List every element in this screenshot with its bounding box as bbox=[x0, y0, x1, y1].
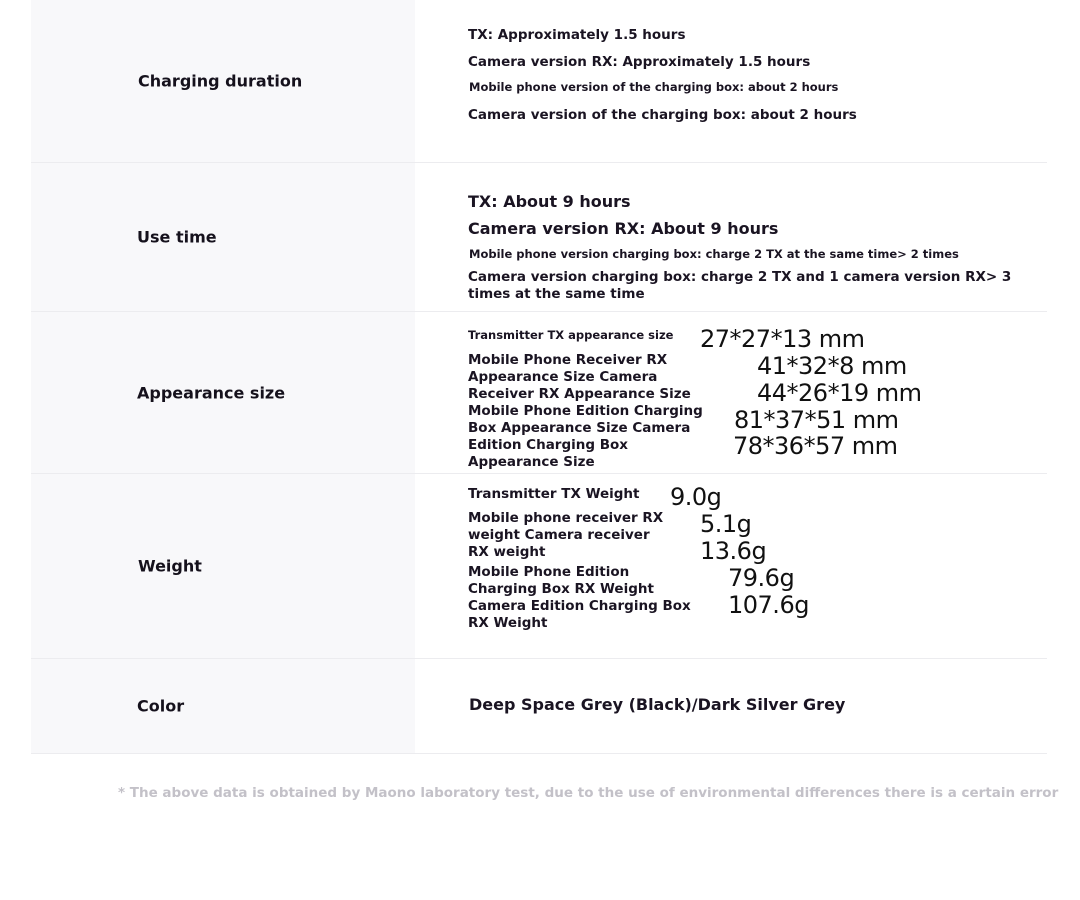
dimension-value: 44*26*19 mm bbox=[757, 379, 922, 407]
disclaimer-footnote: * The above data is obtained by Maono laboratory test, due to the use of environmental differences there is a certain error bbox=[118, 785, 1059, 801]
spec-value-line: Mobile phone version of the charging box: about 2 hours bbox=[469, 80, 839, 94]
spec-row-color bbox=[31, 659, 1047, 754]
label-cell bbox=[31, 163, 415, 311]
weight-value: 5.1g bbox=[700, 510, 752, 538]
spec-row-charging-duration bbox=[31, 0, 1047, 163]
dimension-value: 78*36*57 mm bbox=[733, 432, 898, 460]
spec-value-line: Camera version of the charging box: about 2 hours bbox=[468, 107, 857, 123]
dimension-value: 41*32*8 mm bbox=[757, 352, 907, 380]
spec-row-use-time bbox=[31, 163, 1047, 312]
weight-value: 79.6g bbox=[728, 564, 795, 592]
spec-caption: Mobile Phone Edition Charging Box RX Weight Camera Edition Charging Box RX Weight bbox=[468, 564, 691, 631]
spec-caption: Transmitter TX Weight bbox=[468, 486, 640, 502]
row-label: Charging duration bbox=[138, 71, 303, 91]
weight-value: 107.6g bbox=[728, 591, 809, 619]
spec-row-appearance-size bbox=[31, 312, 1047, 474]
spec-value-line: TX: Approximately 1.5 hours bbox=[468, 27, 686, 43]
row-label: Weight bbox=[138, 556, 202, 576]
spec-table bbox=[31, 0, 1047, 754]
label-cell bbox=[31, 0, 415, 162]
label-cell bbox=[31, 312, 415, 473]
label-cell bbox=[31, 474, 415, 658]
spec-caption: Mobile Phone Receiver RX Appearance Size Camera Receiver RX Appearance Size Mobile Phone Edition Charging Box Appearance Size Camera Edition Charging Box Appearance Size bbox=[468, 352, 703, 470]
spec-value-line: Deep Space Grey (Black)/Dark Silver Grey bbox=[469, 695, 846, 714]
label-cell bbox=[31, 659, 415, 753]
spec-caption: Mobile phone receiver RX weight Camera receiver RX weight bbox=[468, 510, 664, 560]
spec-value-line: TX: About 9 hours bbox=[468, 192, 631, 211]
spec-caption: Transmitter TX appearance size bbox=[468, 328, 674, 342]
spec-value-line: Camera version charging box: charge 2 TX and 1 camera version RX> 3 times at the same time bbox=[468, 269, 1012, 302]
spec-value-line: Mobile phone version charging box: charge 2 TX at the same time> 2 times bbox=[469, 247, 959, 261]
spec-value-line: Camera version RX: Approximately 1.5 hours bbox=[468, 54, 811, 70]
spec-row-weight bbox=[31, 474, 1047, 659]
row-label: Appearance size bbox=[137, 383, 286, 402]
weight-value: 13.6g bbox=[700, 537, 767, 565]
dimension-value: 81*37*51 mm bbox=[734, 406, 899, 434]
dimension-value: 27*27*13 mm bbox=[700, 325, 865, 353]
weight-value: 9.0g bbox=[670, 483, 722, 511]
row-label: Use time bbox=[137, 227, 217, 247]
spec-value-line: Camera version RX: About 9 hours bbox=[468, 219, 779, 238]
row-label: Color bbox=[137, 696, 185, 716]
